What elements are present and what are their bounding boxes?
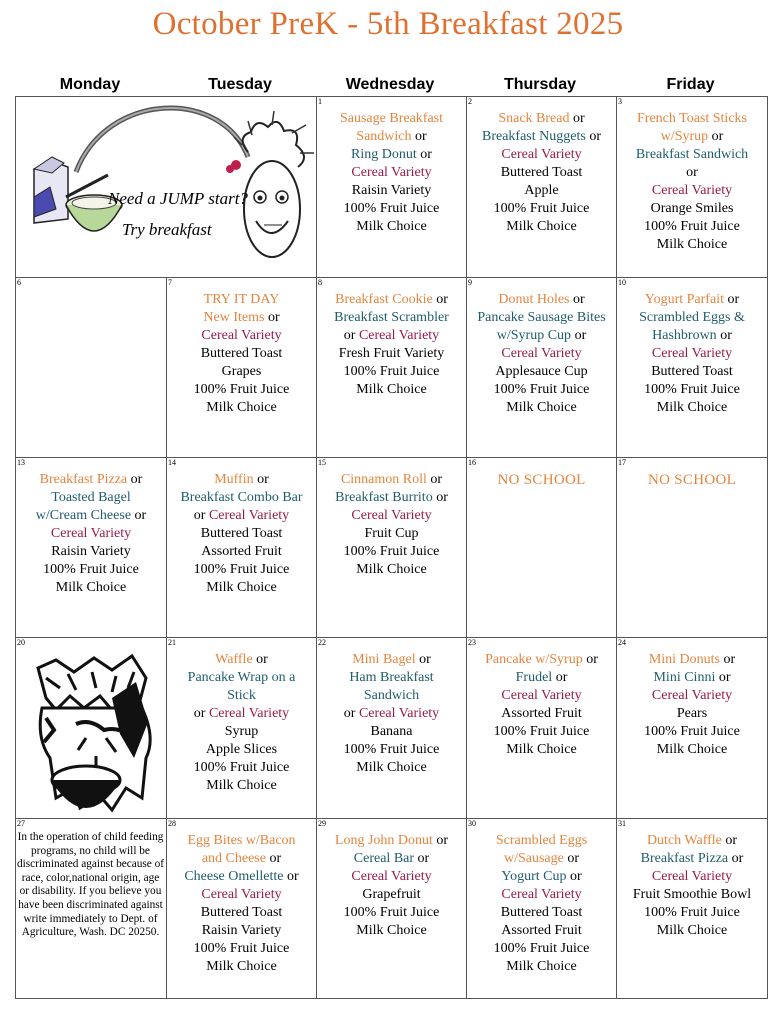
menu-item: Milk Choice (356, 923, 427, 938)
date-number: 10 (618, 278, 626, 287)
menu-item: Sandwich (356, 129, 412, 144)
or-label: or (131, 508, 147, 523)
menu-item: Milk Choice (206, 959, 277, 974)
menu-item: Milk Choice (656, 742, 728, 757)
menu-item: and Cheese (201, 851, 266, 866)
menu-item: Cinnamon Roll (340, 472, 427, 487)
menu-item: w/Sausage (503, 851, 564, 866)
menu-item: 100% Fruit Juice (43, 562, 139, 577)
menu-item: Cereal Variety (201, 887, 282, 902)
menu-item: Buttered Toast (200, 905, 283, 920)
menu-item: Breakfast Combo Bar (180, 490, 303, 505)
day-header-wednesday: Wednesday (345, 76, 435, 93)
menu-item: Ring Donut (351, 147, 417, 162)
menu-item: Apple Slices (205, 742, 278, 757)
menu-item: 100% Fruit Juice (343, 201, 440, 216)
date-number: 9 (468, 278, 472, 287)
or-label: or (414, 851, 430, 866)
menu-item: Milk Choice (506, 219, 577, 234)
menu-item: Donut Holes (498, 292, 570, 307)
menu-item: Mini Cinni (653, 670, 716, 685)
or-label: or (411, 129, 427, 144)
date-number: 29 (318, 819, 326, 828)
or-label: or (432, 833, 449, 848)
date-number: 27 (17, 819, 25, 828)
menu-item: Cereal Variety (651, 183, 733, 198)
or-label: or (193, 508, 209, 523)
day-header-monday: Monday (59, 76, 121, 93)
menu-item: Cereal Variety (501, 688, 582, 703)
day-cell-31 (617, 819, 768, 999)
breakfast-clipart-cell (16, 97, 317, 278)
menu-item: Cereal Variety (501, 147, 582, 162)
day-cell-3 (617, 97, 768, 278)
date-number: 20 (17, 638, 25, 647)
menu-item: Scrambled Eggs (495, 833, 588, 848)
date-number: 6 (17, 278, 21, 287)
menu-item: Grapes (221, 364, 262, 379)
menu-item: Cereal Variety (208, 706, 290, 721)
jump-start-clipart (16, 97, 316, 277)
menu-item: French Toast Sticks (637, 111, 747, 126)
menu-item: Applesauce Cup (495, 364, 588, 379)
menu-item: Hashbrown (652, 328, 717, 343)
calendar-week-5 (16, 819, 768, 999)
menu-item: Cereal Variety (358, 706, 440, 721)
menu-item: Breakfast Pizza (640, 851, 729, 866)
menu-item: 100% Fruit Juice (343, 905, 440, 920)
menu-item: Long John Donut (334, 833, 433, 848)
menu-item: Pears (676, 706, 708, 721)
menu-item: Cheese Omellette (184, 869, 284, 884)
menu-item: Breakfast Burrito (335, 490, 433, 505)
menu-item: 100% Fruit Juice (493, 382, 590, 397)
menu-item: Cereal Variety (208, 508, 290, 523)
menu-item: Buttered Toast (651, 364, 733, 379)
day-cell-21 (167, 638, 317, 819)
date-number: 31 (618, 819, 626, 828)
day-cell-24 (617, 638, 768, 819)
menu-item: Cereal Variety (351, 165, 432, 180)
menu-item: Sandwich (363, 688, 420, 703)
or-label: or (253, 472, 269, 487)
day-cell-14 (167, 458, 317, 638)
menu-item: Milk Choice (356, 219, 427, 234)
date-number: 22 (318, 638, 326, 647)
or-label: or (566, 869, 582, 884)
or-label: or (686, 165, 698, 180)
day-header-row (15, 76, 766, 96)
menu-item: Buttered Toast (200, 346, 283, 361)
day-cell-6 (16, 278, 167, 458)
jump-rope-icon (76, 108, 248, 172)
calendar-week-2 (16, 278, 768, 458)
menu-item: Assorted Fruit (201, 544, 282, 559)
menu-item: Assorted Fruit (501, 923, 582, 938)
calendar-week-4 (16, 638, 768, 819)
day-cell-29 (317, 819, 467, 999)
menu-item: Cereal Variety (351, 508, 432, 523)
or-label: or (252, 652, 268, 667)
day-cell-15 (317, 458, 467, 638)
menu-item: Stick (227, 688, 256, 703)
day-cell-10 (617, 278, 768, 458)
menu-item: Milk Choice (55, 580, 127, 595)
menu-item: Buttered Toast (500, 165, 583, 180)
date-number: 23 (468, 638, 476, 647)
menu-item: Raisin Variety (201, 923, 282, 938)
date-number: 2 (468, 97, 472, 106)
day-cell-7 (167, 278, 317, 458)
date-number: 8 (318, 278, 322, 287)
or-label: or (720, 652, 736, 667)
menu-item: Pancake Wrap on a (187, 670, 296, 685)
day-cell-17 (617, 458, 768, 638)
menu-item: Raisin Variety (51, 544, 131, 559)
menu-item: 100% Fruit Juice (193, 562, 290, 577)
or-label: or (569, 292, 585, 307)
page-title: October PreK - 5th Breakfast 2025 (152, 6, 624, 42)
menu-item: Yogurt Cup (501, 869, 567, 884)
art-caption-line1: Need a JUMP start? (108, 189, 248, 208)
menu-item: 100% Fruit Juice (193, 941, 290, 956)
or-label: or (563, 851, 580, 866)
menu-item: Snack Bread (498, 111, 570, 126)
calendar-week-1 (16, 97, 768, 278)
or-label: or (265, 851, 282, 866)
menu-item: 100% Fruit Juice (644, 724, 740, 739)
day-header-thursday: Thursday (503, 76, 576, 93)
menu-item: Egg Bites w/Bacon (187, 833, 296, 848)
menu-item: 100% Fruit Juice (493, 941, 590, 956)
menu-item: 100% Fruit Juice (644, 382, 740, 397)
menu-item: Cereal Variety (50, 526, 132, 541)
menu-item: Milk Choice (656, 400, 728, 415)
or-label: or (432, 292, 448, 307)
menu-item: Milk Choice (356, 382, 427, 397)
or-label: or (721, 833, 738, 848)
day-header-friday: Friday (666, 76, 715, 93)
day-cell-30 (467, 819, 617, 999)
menu-item: Cereal Variety (501, 887, 582, 902)
menu-item: Milk Choice (656, 923, 728, 938)
or-label: or (715, 670, 731, 685)
day-cell-23 (467, 638, 617, 819)
date-number: 28 (168, 819, 176, 828)
menu-item: Milk Choice (506, 959, 577, 974)
day-cell-20 (16, 638, 167, 819)
menu-item: Milk Choice (506, 742, 577, 757)
nondiscrimination-notice: In the operation of child feeding programs, no child will be discriminated against because of race, color,national origin, age or disability. If you believe you have been discriminated against write immediately to Dept. of Agriculture, Wash. DC 20250. (16, 831, 165, 939)
menu-item: Buttered Toast (200, 526, 283, 541)
girl-face-icon (226, 111, 314, 257)
menu-item: Buttered Toast (500, 905, 583, 920)
menu-item: Milk Choice (206, 580, 277, 595)
menu-item: Breakfast Pizza (39, 472, 128, 487)
art-caption-line2: Try breakfast (122, 220, 212, 239)
or-label: or (552, 670, 568, 685)
or-label: or (343, 706, 359, 721)
calendar-grid (15, 96, 768, 999)
menu-item: Mini Donuts (648, 652, 720, 667)
menu-item: Milk Choice (656, 237, 728, 252)
or-label: or (264, 310, 280, 325)
menu-item: New Items (203, 310, 265, 325)
day-cell-1 (317, 97, 467, 278)
or-label: or (585, 129, 601, 144)
menu-item: 100% Fruit Juice (193, 760, 290, 775)
halloween-witch-clipart (16, 638, 166, 818)
date-number: 14 (168, 458, 176, 467)
day-cell-27 (16, 819, 167, 999)
menu-item: 100% Fruit Juice (343, 364, 440, 379)
menu-item: w/Syrup (660, 129, 709, 144)
or-label: or (716, 328, 732, 343)
menu-item: Milk Choice (356, 760, 427, 775)
menu-item: Fruit Cup (364, 526, 419, 541)
or-label: or (415, 652, 431, 667)
no-school-label: NO SCHOOL (647, 472, 737, 488)
menu-item: Cereal Variety (501, 346, 582, 361)
date-number: 15 (318, 458, 326, 467)
menu-item: 100% Fruit Juice (493, 724, 590, 739)
menu-item: Frudel (515, 670, 553, 685)
menu-item: Syrup (224, 724, 259, 739)
menu-item: Cereal Variety (651, 346, 733, 361)
menu-item: Toasted Bagel (51, 490, 131, 505)
day-header-tuesday: Tuesday (208, 76, 272, 93)
menu-item: Cereal Variety (351, 869, 432, 884)
menu-item: Cereal Variety (651, 688, 733, 703)
date-number: 21 (168, 638, 176, 647)
menu-item: Mini Bagel (352, 652, 416, 667)
menu-item: Muffin (214, 472, 254, 487)
menu-item: Banana (370, 724, 413, 739)
menu-item: Fruit Smoothie Bowl (632, 887, 752, 902)
menu-item: 100% Fruit Juice (493, 201, 590, 216)
day-cell-16 (467, 458, 617, 638)
menu-item: Apple (524, 183, 559, 198)
menu-item: Ham Breakfast (349, 670, 434, 685)
day-cell-13 (16, 458, 167, 638)
menu-item: 100% Fruit Juice (644, 219, 740, 234)
date-number: 24 (618, 638, 626, 647)
day-cell-22 (317, 638, 467, 819)
menu-item: Breakfast Sandwich (635, 147, 749, 162)
menu-item: Breakfast Scrambler (334, 310, 449, 325)
or-label: or (127, 472, 143, 487)
menu-item: Orange Smiles (650, 201, 734, 216)
menu-item: Yogurt Parfait (644, 292, 724, 307)
menu-item: Cereal Variety (358, 328, 440, 343)
menu-item: 100% Fruit Juice (644, 905, 740, 920)
calendar-week-3 (16, 458, 768, 638)
or-label: or (193, 706, 209, 721)
witch-icon (38, 656, 150, 810)
menu-item: Pancake Sausage Bites (477, 310, 606, 325)
menu-item: Waffle (215, 652, 253, 667)
or-label: or (426, 472, 443, 487)
or-label: or (343, 328, 359, 343)
or-label: or (582, 652, 598, 667)
menu-item: Milk Choice (206, 400, 277, 415)
or-label: or (728, 851, 744, 866)
no-school-label: NO SCHOOL (497, 472, 586, 488)
menu-item: Assorted Fruit (501, 706, 582, 721)
menu-item: Raisin Variety (351, 183, 432, 198)
day-cell-2 (467, 97, 617, 278)
menu-item: Cereal Bar (353, 851, 415, 866)
menu-item: 100% Fruit Juice (193, 382, 290, 397)
or-label: or (569, 111, 585, 126)
menu-item: TRY IT DAY (203, 292, 280, 307)
day-cell-28 (167, 819, 317, 999)
menu-item: Breakfast Nuggets (482, 129, 586, 144)
menu-item: Fresh Fruit Variety (338, 346, 445, 361)
menu-item: Milk Choice (356, 562, 427, 577)
menu-item: Milk Choice (206, 778, 277, 793)
date-number: 16 (468, 458, 476, 467)
menu-item: Cereal Variety (201, 328, 282, 343)
menu-item: 100% Fruit Juice (343, 742, 440, 757)
date-number: 17 (618, 458, 626, 467)
menu-item: Dutch Waffle (646, 833, 722, 848)
menu-item: Sausage Breakfast (339, 111, 444, 126)
menu-item: 100% Fruit Juice (343, 544, 440, 559)
date-number: 1 (318, 97, 322, 106)
or-label: or (708, 129, 724, 144)
or-label: or (723, 292, 740, 307)
menu-item: Milk Choice (506, 400, 577, 415)
day-cell-8 (317, 278, 467, 458)
menu-item: Grapefruit (362, 887, 421, 902)
date-number: 30 (468, 819, 476, 828)
date-number: 13 (17, 458, 25, 467)
menu-item: Scrambled Eggs & (639, 310, 745, 325)
or-label: or (432, 490, 448, 505)
milk-carton-icon (34, 157, 68, 223)
day-cell-9 (467, 278, 617, 458)
menu-item: Breakfast Cookie (335, 292, 433, 307)
or-label: or (416, 147, 432, 162)
or-label: or (283, 869, 299, 884)
menu-item: Cereal Variety (651, 869, 733, 884)
date-number: 3 (618, 97, 622, 106)
menu-item: Pancake w/Syrup (485, 652, 583, 667)
menu-item: w/Syrup Cup (496, 328, 572, 343)
date-number: 7 (168, 278, 172, 287)
or-label: or (571, 328, 587, 343)
menu-item: w/Cream Cheese (35, 508, 132, 523)
